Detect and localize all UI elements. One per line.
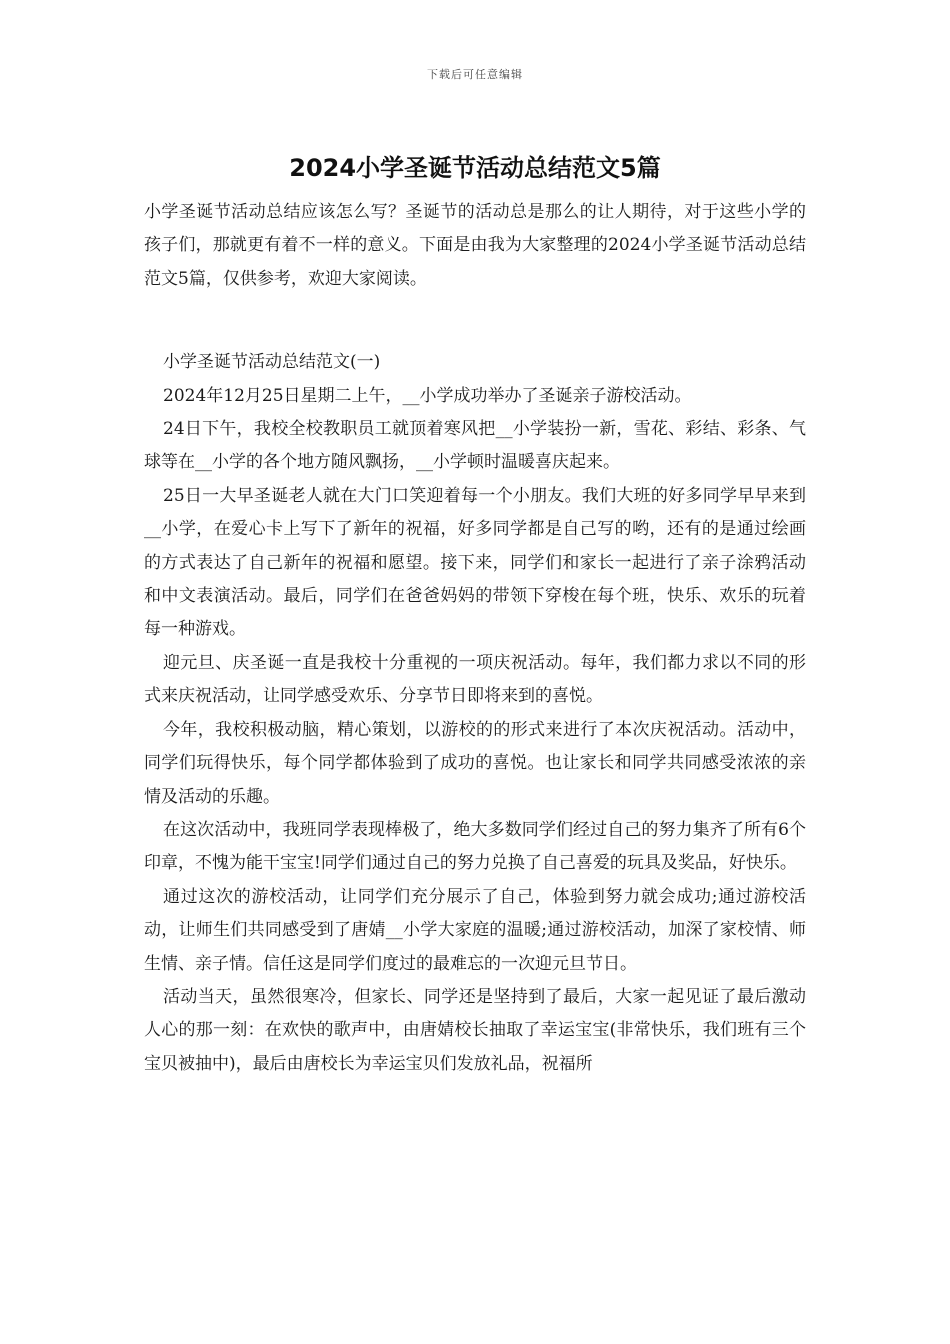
body-paragraph: 迎元旦、庆圣诞一直是我校十分重视的一项庆祝活动。每年，我们都力求以不同的形式来庆祝活动，让同学感受欢乐、分享节日即将来到的喜悦。 <box>144 652 806 707</box>
document-body <box>144 196 806 1081</box>
body-paragraph: 24日下午，我校全校教职员工就顶着寒风把__小学装扮一新，雪花、彩结、彩条、气球等在__小学的各个地方随风飘扬，__小学顿时温暖喜庆起来。 <box>144 419 806 473</box>
body-paragraph: 2024年12月25日星期二上午，__小学成功举办了圣诞亲子游校活动。 <box>163 385 692 406</box>
body-paragraph: 今年，我校积极动脑，精心策划，以游校的的形式来进行了本次庆祝活动。活动中，同学们玩得快乐，每个同学都体验到了成功的喜悦。也让家长和同学共同感受浓浓的亲情及活动的乐趣。 <box>144 719 806 807</box>
body-paragraph: 活动当天，虽然很寒冷，但家长、同学还是坚持到了最后，大家一起见证了最后激动人心的那一刻：在欢快的歌声中，由唐婧校长抽取了幸运宝宝(非常快乐，我们班有三个宝贝被抽中)，最后由唐校长为幸运宝贝们发放礼品，祝福所 <box>144 986 806 1074</box>
page-header: 下载后可任意编辑 <box>427 68 523 81</box>
body-paragraph: 在这次活动中，我班同学表现棒极了，绝大多数同学们经过自己的努力集齐了所有6个印章，不愧为能干宝宝!同学们通过自己的努力兑换了自己喜爱的玩具及奖品，好快乐。 <box>144 819 806 874</box>
section-spacer <box>144 296 806 346</box>
body-paragraph: 25日一大早圣诞老人就在大门口笑迎着每一个小朋友。我们大班的好多同学早早来到__小学，在爱心卡上写下了新年的祝福，好多同学都是自己写的哟，还有的是通过绘画的方式表达了自己新年的祝福和愿望。接下来，同学们和家长一起进行了亲子涂鸦活动和中文表演活动。最后，同学们在爸爸妈妈的带领下穿梭在每个班，快乐、欢乐的玩着每一种游戏。 <box>144 485 806 640</box>
intro-paragraph: 小学圣诞节活动总结应该怎么写？圣诞节的活动总是那么的让人期待，对于这些小学的孩子们，那就更有着不一样的意义。下面是由我为大家整理的2024小学圣诞节活动总结范文5篇，仅供参考，欢迎大家阅读。 <box>144 202 806 289</box>
document-title: 2024小学圣诞节活动总结范文5篇 <box>289 154 661 182</box>
body-paragraph: 通过这次的游校活动，让同学们充分展示了自己，体验到努力就会成功;通过游校活动，让师生们共同感受到了唐婧__小学大家庭的温暖;通过游校活动，加深了家校情、师生情、亲子情。信任这是同学们度过的最难忘的一次迎元旦节日。 <box>144 886 806 974</box>
section-heading: 小学圣诞节活动总结范文(一) <box>163 352 381 373</box>
